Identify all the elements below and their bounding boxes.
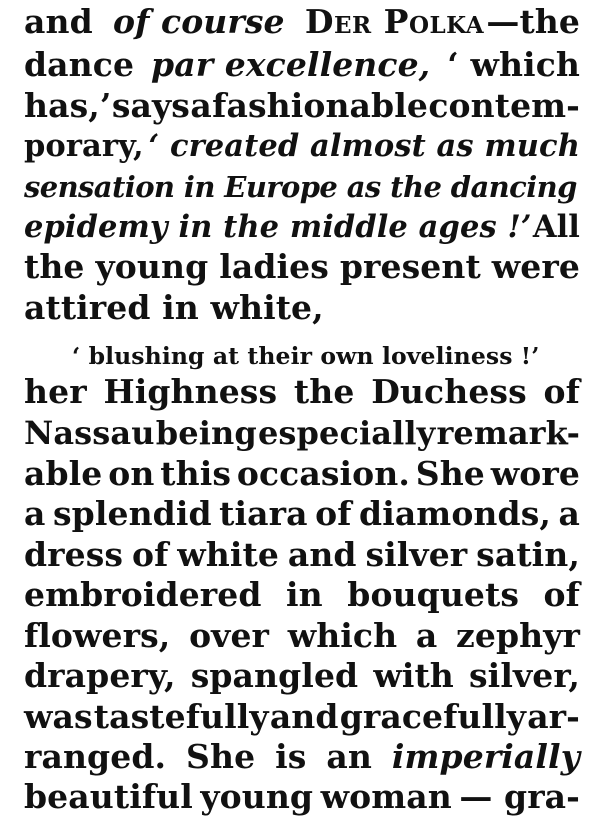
text-line-14: [24, 575, 580, 615]
text-line-7: [24, 247, 580, 287]
text-line-12: [24, 494, 580, 534]
text-line-19: [24, 777, 580, 817]
word: able: [24, 454, 103, 493]
word: She: [186, 737, 256, 776]
text-line-9: [24, 372, 580, 412]
word: drapery,: [24, 656, 176, 695]
word: especially: [257, 414, 436, 452]
word: a: [415, 616, 438, 655]
word: splendid: [52, 494, 212, 533]
word: dance: [24, 45, 135, 84]
text-line-16: [24, 656, 580, 696]
word: ar-: [527, 697, 580, 736]
word: contem-: [428, 86, 580, 125]
word: Duchess: [371, 372, 527, 411]
word: dress: [24, 535, 124, 574]
word: porary,: [24, 128, 144, 164]
word: of: [315, 494, 352, 533]
word: present: [339, 247, 481, 286]
word: a: [24, 494, 46, 533]
word: fashionable: [212, 86, 428, 125]
text-line-8: [24, 288, 580, 328]
word: occasion.: [236, 454, 410, 493]
word: her: [24, 372, 87, 411]
word: white: [177, 535, 279, 574]
word: of: [132, 535, 169, 574]
word: ranged.: [24, 737, 167, 776]
word: beautiful: [24, 777, 193, 816]
word: with: [373, 656, 454, 695]
word: the: [293, 372, 355, 411]
word: on: [108, 454, 155, 493]
word: tiara: [219, 494, 308, 533]
word: and: [24, 2, 93, 41]
word: and: [287, 535, 357, 574]
word: Nassau: [24, 414, 155, 452]
word: this: [160, 454, 232, 493]
word: in: [286, 575, 323, 614]
word: wore: [490, 454, 580, 493]
italic-word: imperially: [391, 737, 580, 776]
word: the: [24, 247, 85, 286]
word: —the: [486, 2, 580, 41]
word: has,’: [24, 86, 112, 125]
word: woman: [320, 777, 452, 816]
word: silver,: [469, 656, 580, 695]
word: were: [491, 247, 580, 286]
word: gracefully: [339, 697, 527, 736]
block-quote: [72, 336, 542, 376]
text-line-6: [24, 207, 580, 247]
word: flowers,: [24, 616, 171, 655]
word: spangled: [190, 656, 359, 695]
word: which: [287, 616, 398, 655]
word: She: [415, 454, 485, 493]
word: young: [200, 777, 314, 816]
italic-phrase: ‘ created almost as much: [148, 128, 580, 164]
text-line-10: [24, 413, 580, 453]
text-line-13: [24, 535, 580, 575]
italic-phrase: par excellence,: [151, 45, 431, 84]
word: — gra-: [459, 777, 580, 816]
word: young: [95, 247, 209, 286]
word: is: [275, 737, 307, 776]
word: of: [543, 372, 580, 411]
word: tastefully: [93, 697, 269, 736]
text-line-1: [24, 2, 580, 42]
word: attired in white,: [24, 288, 324, 327]
italic-phrase: of course: [113, 2, 285, 41]
word: remark-: [436, 414, 580, 452]
word: All: [532, 209, 580, 245]
text-line-11: [24, 454, 580, 494]
word: a: [558, 494, 580, 533]
word: and: [269, 697, 339, 736]
text-line-18: [24, 737, 580, 777]
word: embroidered: [24, 575, 262, 614]
quote-text: ‘ blushing at their own loveliness !’: [72, 342, 540, 370]
word: silver: [365, 535, 468, 574]
italic-phrase: epidemy in the middle ages !’: [24, 209, 532, 245]
word: says: [111, 86, 190, 125]
word: over: [189, 616, 270, 655]
word: of: [543, 575, 580, 614]
italic-phrase: sensation in Europe as the dancing: [24, 170, 577, 204]
text-line-17: [24, 697, 580, 737]
word: ‘ which: [447, 45, 580, 84]
word: a: [190, 86, 212, 125]
word: bouquets: [347, 575, 520, 614]
word: diamonds,: [359, 494, 551, 533]
text-line-2: [24, 45, 580, 85]
word: satin,: [476, 535, 580, 574]
text-line-4: [24, 126, 580, 166]
word: being: [155, 414, 257, 452]
text-line-3: [24, 86, 580, 126]
word: was: [24, 697, 93, 736]
text-line-5: [24, 167, 580, 207]
word: an: [326, 737, 372, 776]
text-line-15: [24, 616, 580, 656]
small-caps-title: Der Polka: [304, 2, 485, 41]
word: Highness: [103, 372, 278, 411]
word: ladies: [219, 247, 329, 286]
word: zephyr: [456, 616, 580, 655]
